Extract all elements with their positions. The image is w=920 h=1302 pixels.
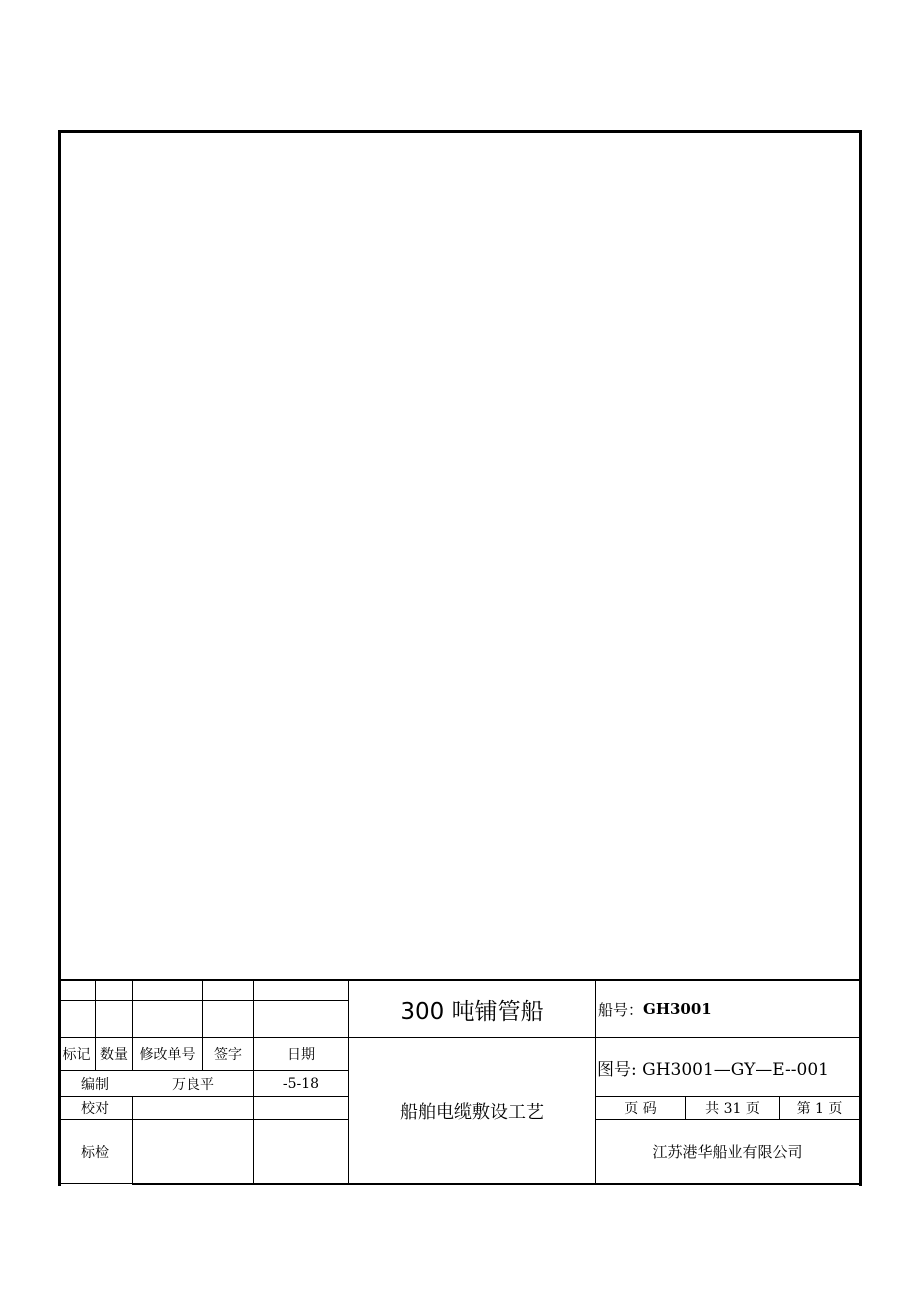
page-label: 页 码	[624, 1101, 657, 1117]
prepared-label: 编制	[81, 1076, 109, 1093]
title-block	[58, 979, 862, 1186]
header-mark: 标记	[62, 1047, 91, 1063]
standard-check-label: 标检	[81, 1144, 109, 1161]
header-date: 日期	[287, 1047, 315, 1063]
prepared-date: -5-18	[282, 1075, 320, 1092]
ship-number-value: GH3001	[643, 1000, 712, 1018]
total-pages: 共 31 页	[705, 1101, 760, 1117]
page-number: 第 1 页	[796, 1101, 843, 1117]
ship-number-label: 船号：	[598, 1000, 644, 1019]
drawing-number: 图号: GH3001—GY—E--001	[597, 1059, 829, 1080]
document-title: 船舶电缆敷设工艺	[400, 1102, 544, 1123]
company-name: 江苏港华船业有限公司	[652, 1143, 803, 1161]
checked-label: 校对	[81, 1101, 109, 1117]
prepared-by: 万良平	[172, 1076, 214, 1093]
header-change-no: 修改单号	[139, 1047, 196, 1063]
project-name: 300 吨铺管船	[400, 998, 544, 1025]
header-qty: 数量	[100, 1047, 128, 1063]
header-sign: 签字	[214, 1047, 242, 1063]
ship-number	[598, 981, 858, 1037]
